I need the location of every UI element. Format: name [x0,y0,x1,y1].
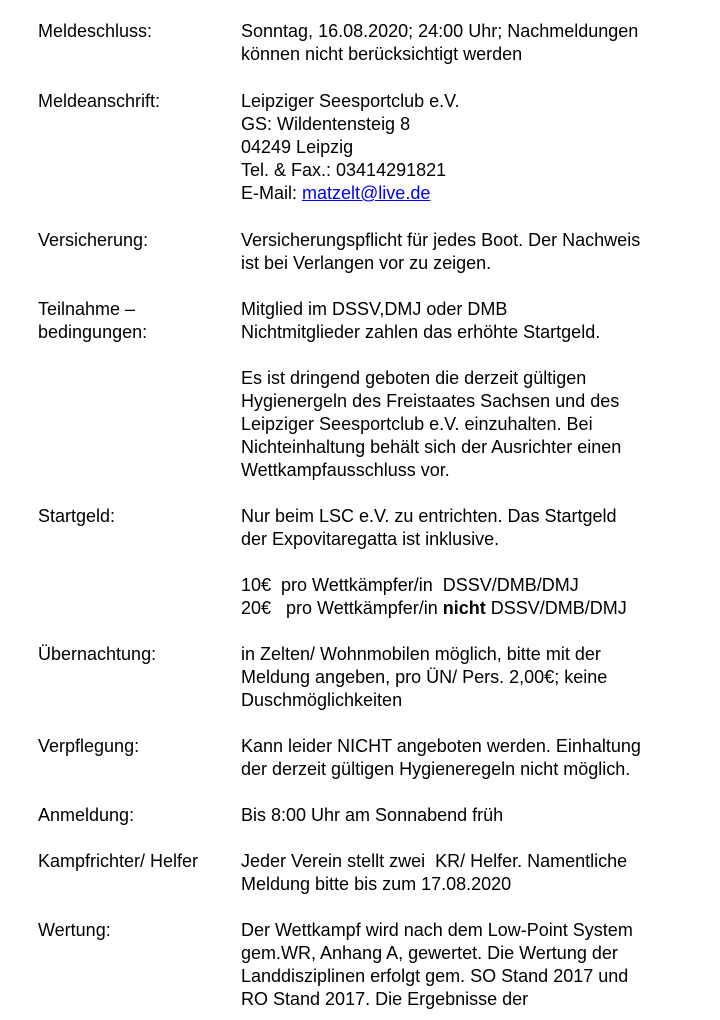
email-prefix: E-Mail: [241,183,303,203]
text-line: GS: Wildentensteig 8 [241,114,411,134]
text-line: ist bei Verlangen vor zu zeigen. [241,253,492,273]
email-link[interactable]: matzelt@live.de [302,183,431,203]
content-hygiene-note [241,367,701,482]
fee-line-nonmembers [241,597,701,620]
label-startgeld: Startgeld: [38,506,116,526]
content-kampfrichter [241,850,701,896]
text-line: Kann leider NICHT angeboten werden. Einhaltung [241,736,641,756]
label-line: bedingungen: [38,322,148,342]
label-versicherung: Versicherung: [38,230,149,250]
label-wertung: Wertung: [38,920,111,940]
fee-emphasis: nicht [442,598,486,618]
text-line: Leipziger Seesportclub e.V. [241,91,460,111]
label-kampfrichter: Kampfrichter/ Helfer [38,851,199,871]
fee-line-members: 10€ pro Wettkämpfer/in DSSV/DMB/DMJ [241,575,579,595]
text-line: Jeder Verein stellt zwei KR/ Helfer. Namentliche [241,851,628,871]
content-startgeld [241,505,701,551]
content-wertung [241,919,701,1011]
text-line: RO Stand 2017. Die Ergebnisse der [241,989,529,1009]
text-line: Mitglied im DSSV,DMJ oder DMB [241,299,508,319]
text-line: Versicherungspflicht für jedes Boot. Der Nachweis [241,230,641,250]
content-anmeldung [241,804,701,827]
text-line: Nur beim LSC e.V. zu entrichten. Das Startgeld [241,506,617,526]
text-line: 04249 Leipzig [241,137,354,157]
content-teilnahmebedingungen [241,298,701,344]
content-meldeanschrift [241,90,701,205]
text-line: der Expovitaregatta ist inklusive. [241,529,500,549]
text-line: Tel. & Fax.: 03414291821 [241,160,447,180]
content-fees [241,574,701,620]
text-line: Nichteinhaltung behält sich der Ausrichter einen [241,437,622,457]
label-meldeschluss: Meldeschluss: [38,21,153,41]
fee-text: 20€ pro Wettkämpfer/in [241,598,443,618]
text-line: der derzeit gültigen Hygieneregeln nicht möglich. [241,759,631,779]
text-line: Wettkampfausschluss vor. [241,460,450,480]
label-verpflegung: Verpflegung: [38,736,140,756]
text-line: Landdisziplinen erfolgt gem. SO Stand 2017 und [241,966,629,986]
label-anmeldung: Anmeldung: [38,805,135,825]
text-line: können nicht berücksichtigt werden [241,44,523,64]
label-meldeanschrift: Meldeanschrift: [38,91,161,111]
text-line: Leipziger Seesportclub e.V. einzuhalten. Bei [241,414,593,434]
content-uebernachtung [241,643,701,712]
label-uebernachtung: Übernachtung: [38,644,157,664]
email-line [241,182,701,205]
text-line: Bis 8:00 Uhr am Sonnabend früh [241,805,504,825]
content-versicherung [241,229,701,275]
text-line: Der Wettkampf wird nach dem Low-Point System [241,920,633,940]
text-line: Es ist dringend geboten die derzeit gültigen [241,368,587,388]
content-meldeschluss [241,20,701,66]
text-line: Meldung angeben, pro ÜN/ Pers. 2,00€; keine [241,667,608,687]
text-line: Meldung bitte bis zum 17.08.2020 [241,874,512,894]
text-line: Sonntag, 16.08.2020; 24:00 Uhr; Nachmeldungen [241,21,639,41]
text-line: Nichtmitglieder zahlen das erhöhte Startgeld. [241,322,601,342]
text-line: gem.WR, Anhang A, gewertet. Die Wertung der [241,943,618,963]
content-verpflegung [241,735,701,781]
label-teilnahmebedingungen [38,298,238,344]
text-line: Hygienergeln des Freistaates Sachsen und des [241,391,620,411]
text-line: in Zelten/ Wohnmobilen möglich, bitte mit der [241,644,601,664]
fee-text: DSSV/DMB/DMJ [485,598,627,618]
label-line: Teilnahme – [38,299,136,319]
text-line: Duschmöglichkeiten [241,690,403,710]
